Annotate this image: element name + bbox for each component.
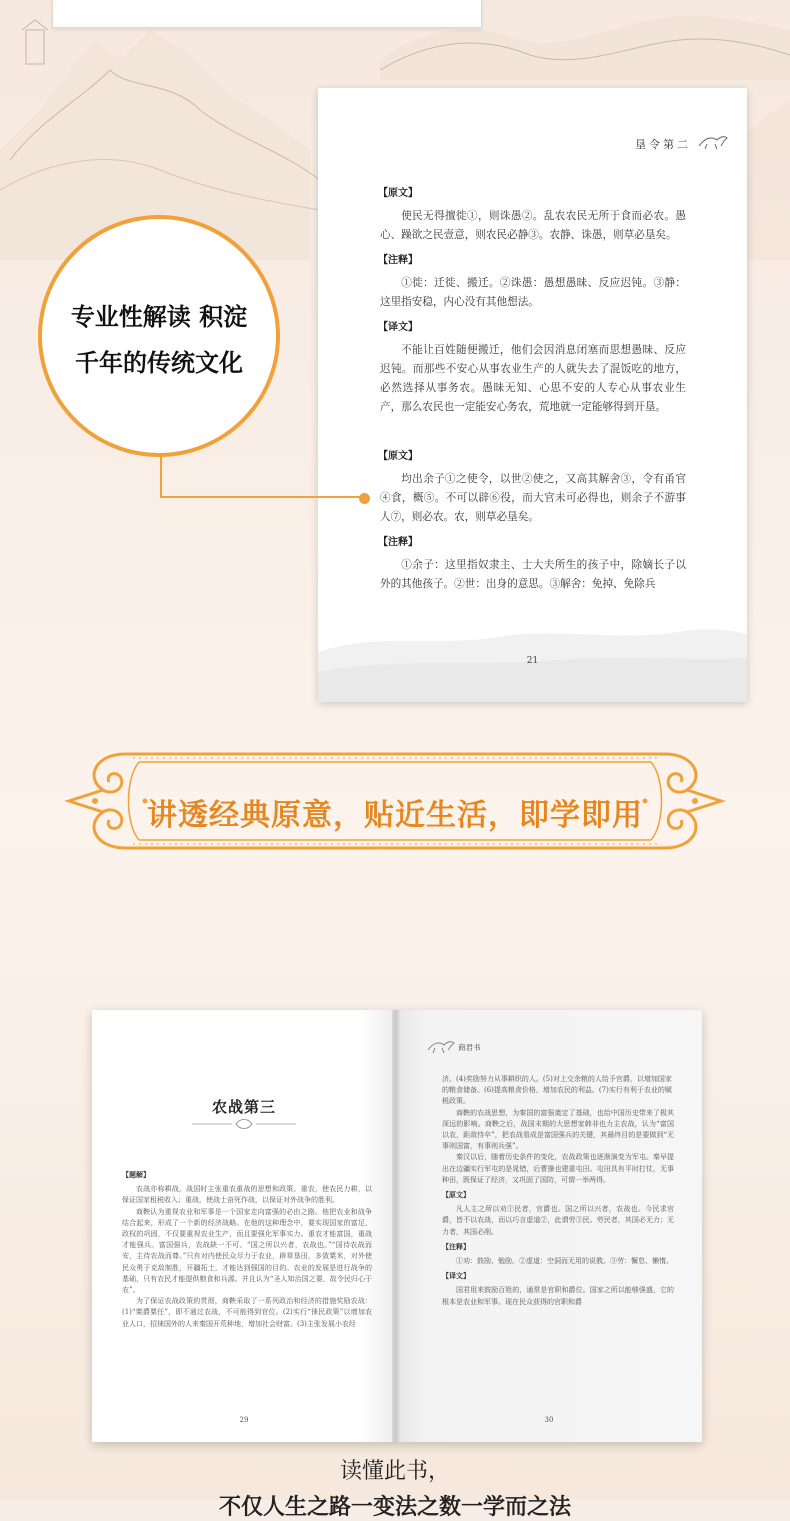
book-page-29 xyxy=(92,1010,396,1442)
tag-notes: 【注释】 xyxy=(378,255,418,266)
callout-line-1: 专业性解读 积淀 xyxy=(70,303,248,331)
tag-original: 【原文】 xyxy=(442,1191,470,1200)
running-head: 垦令第二 xyxy=(635,138,691,151)
book-spine xyxy=(392,1010,400,1442)
original-text-2: 均出余子①之使令，以世②使之，又高其解舍③，令有甬官④食，概⑤。不可以辟⑥役，而大官未可必得也，则余子不游事人⑦，则必农。农，则草必垦矣。 xyxy=(380,473,686,523)
ink-wash-decoration xyxy=(318,592,747,702)
tag-notes: 【注释】 xyxy=(442,1242,470,1251)
page-number: 21 xyxy=(526,656,539,666)
original-text-1: 使民无得擅徙①，则诛愚②。乱农农民无所于食而必农。愚心、躁欲之民壹意，则农民必静③。农静、诛愚，则草必垦矣。 xyxy=(380,210,686,241)
right-paragraph: 秦汉以后，随着历史条件的变化，农战政策也逐渐演变为军屯。秦早提出在边疆实行军屯的是晁错，后曹操也建重屯田。屯田具有平时打仗，无事种田，既保证了经济，又巩固了国防，可谓一举两得。 xyxy=(442,1153,674,1184)
page-number-29: 29 xyxy=(239,1416,249,1424)
right-page-text xyxy=(442,1074,674,1308)
translation-text-1: 不能让百姓随便搬迁，他们会因消息闭塞而思想愚昧、反应迟钝。而那些不安心从事农业生产的人就失去了混饭吃的地方，必然选择从事务农。愚昧无知、心思不安的人专心从事农业生产，那么农民也一定能安心务农，荒地就一定能够得到开垦。 xyxy=(380,344,686,413)
callout-leader-dot xyxy=(359,493,370,504)
left-paragraph: 为了保证农战政策的贯彻，商鞅采取了一系列政治和经济的措施奖励农战：(1)“粟爵粟任”，即不通过农战，不可能得到官位。(2)实行“徕民政策”以增加农业人口，招徕国外的人来秦国开荒种地，增加社会财富。(3)主张发展小农经 xyxy=(122,1297,372,1328)
page-text-body xyxy=(380,178,686,596)
tag-translation: 【译文】 xyxy=(442,1272,470,1281)
previous-page-card xyxy=(52,0,482,28)
left-page-text xyxy=(122,1166,372,1330)
page-number-30: 30 xyxy=(544,1416,554,1424)
title-ornament-icon xyxy=(192,1118,296,1130)
right-translation-text: 国君用来鼓励百姓的，通常是官职和爵位。国家之所以能够强盛，它的根本是农业和军事。现在民众获得的官职和爵 xyxy=(442,1286,674,1306)
right-paragraph: 商鞅的农战思想，为秦国的富强奠定了基础，也给中国历史带来了极其深远的影响。商鞅之后，战国末期的大思想家韩非也力主农战，认为“富国以农，距敌恃卒”，把农战看成是富国强兵的关键，其最终目的是要做到“无事则国富，有事则兵强”。 xyxy=(442,1108,674,1151)
notes-text-2: ①余子：这里指奴隶主、士大夫所生的孩子中，除嫡长子以外的其他孩子。②世：出身的意思。③解舍：免掉、免除兵 xyxy=(380,559,686,590)
tag-original: 【原文】 xyxy=(378,188,418,199)
feature-callout-circle xyxy=(38,215,280,457)
horse-ornament-icon xyxy=(697,132,729,150)
right-intro: 济。(4)奖励努力从事耕织的人。(5)对上交余粮的人给予官爵，以增加国家的粮食储备。(6)提高粮食价格，增加农民的利益。(7)实行有利于农业的赋税政策。 xyxy=(442,1075,672,1106)
left-paragraph: 农战亦称耕战，战国时主张重农重战的思想和政策。重农，使农民力耕，以保证国家租税收入；重战，使战士奋死作战，以保证对外战争的胜利。 xyxy=(122,1185,372,1205)
tag-translation: 【译文】 xyxy=(378,322,418,333)
notes-text-1: ①徙：迁徙、搬迁。②诛愚：愚想愚昧、反应迟钝。③静：这里指安稳，内心没有其他想法。 xyxy=(380,277,686,308)
callout-leader-line xyxy=(160,456,365,498)
caption-line-2: 不仅人生之路一变法之数一学而之法 xyxy=(218,1495,571,1520)
chapter-title: 农战第三 xyxy=(211,1098,276,1116)
left-paragraph: 商鞅认为重视农业和军事是一个国家走向富强的必由之路。他把农业和战争结合起来，形成了一个新的经济战略。在他的这种理念中，要实现国家的富足，政权的巩固，不仅要重视农业生产，而且要强化军事实力。重农才能富国，重战才能强兵。富国强兵，农战缺一不可。“国之所以兴者，农战也。”“国待农战而安，主待农战而尊。”只有对内使民众尽力于农业，辟草垦田，多敛粟米，对外使民众勇于克敌制胜，开疆拓土，才能达到强国的目的。农业的发展是进行战争的基础，只有农民才能提供粮食和兵源。并且认为“圣人知治国之要，故令民归心于农”。 xyxy=(122,1207,372,1295)
book-page-21 xyxy=(318,88,747,702)
tag-summary: 【题解】 xyxy=(122,1171,150,1179)
horse-ornament-icon xyxy=(426,1038,456,1054)
right-running-head: 商君书 xyxy=(458,1043,481,1052)
book-page-30 xyxy=(396,1010,702,1442)
banner-slogan: 讲透经典原意，贴近生活，即学即用 xyxy=(147,798,643,833)
callout-line-2: 千年的传统文化 xyxy=(75,349,243,377)
tag-original-2: 【原文】 xyxy=(378,451,418,462)
right-notes-text: ①劝：鼓励、勉励。②虚道：空洞而无用的说教。③劳：懈怠、懒惰。 xyxy=(456,1257,673,1266)
open-book-spread xyxy=(92,1010,702,1442)
caption-line-1: 读懂此书， xyxy=(339,1459,450,1484)
tag-notes-2: 【注释】 xyxy=(378,537,418,548)
right-original-text: 凡人主之所以劝①民者，官爵也。国之所以兴者，农战也。今民求官爵，皆不以农战，而以巧言虚道②，此谓劳③民。劳民者，其国必无力；无力者，其国必削。 xyxy=(442,1205,674,1236)
